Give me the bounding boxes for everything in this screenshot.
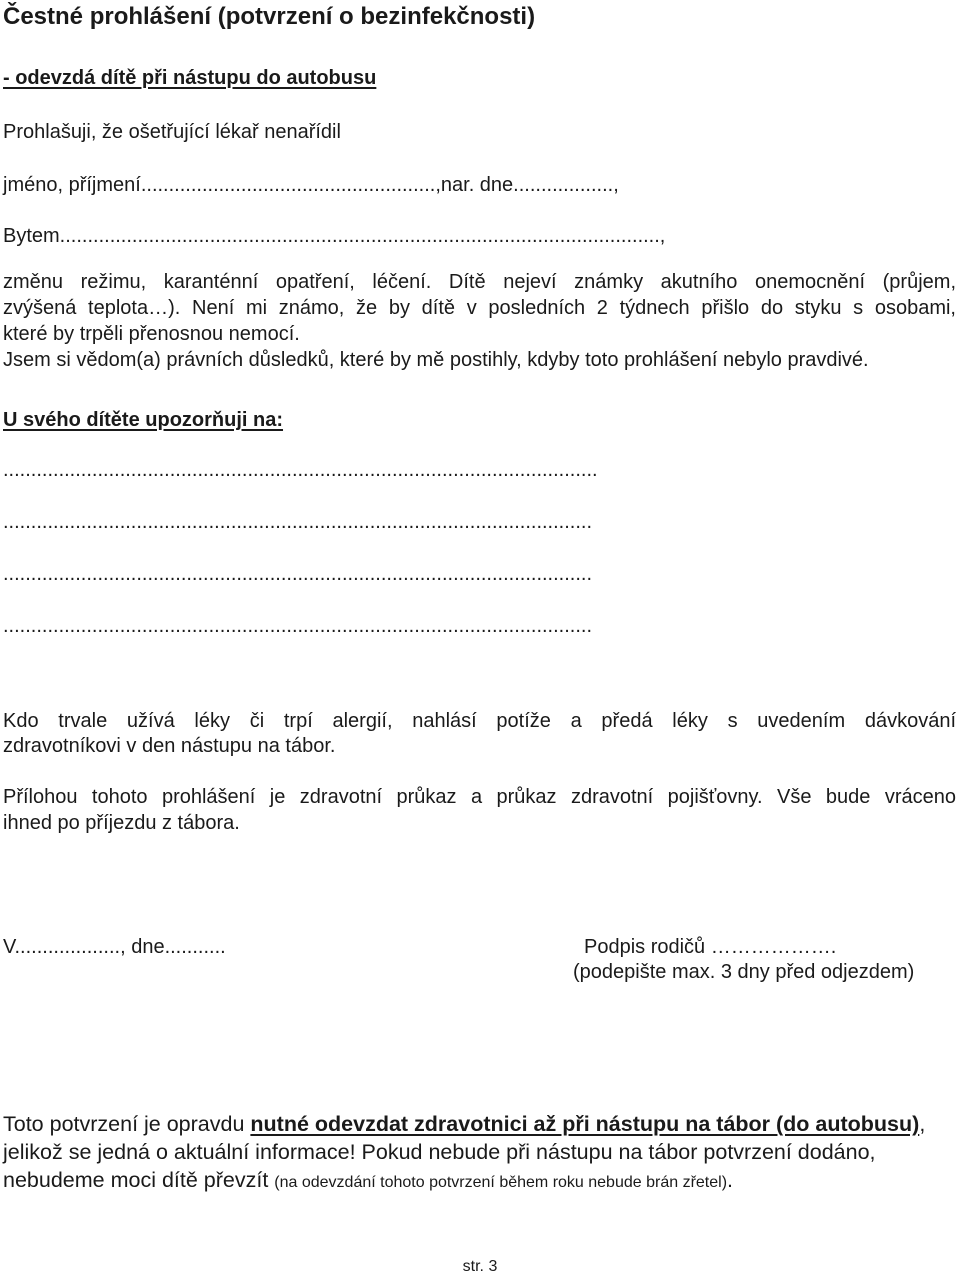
attachment-text-line-2: ihned po příjezdu z tábora. [3, 812, 240, 834]
declaration-text-line-3: které by trpěli přenosnou nemocí. [3, 323, 300, 345]
declaration-text-line-2: zvýšená teplota…). Není mi známo, že by dítě v posledních 2 týdnech přišlo do styku s osobami, [3, 297, 956, 319]
warning-dot-line-2[interactable]: .......................................................................................................... [3, 511, 593, 533]
address-field[interactable]: Bytem............................................................................................................, [3, 225, 666, 247]
place-date-field[interactable]: V..................., dne........... [3, 936, 226, 958]
page-title: Čestné prohlášení (potvrzení o bezinfekčnosti) [3, 3, 536, 30]
name-birthdate-field[interactable]: jméno, příjmení.....................................................,nar. dne.................., [3, 174, 619, 196]
medication-text-line-2: zdravotníkovi v den nástupu na tábor. [3, 735, 336, 757]
notice-emphasis: nutné odevzdat zdravotnici až při nástupu na tábor (do autobusu) [250, 1112, 920, 1136]
warning-heading: U svého dítěte upozorňuji na: [3, 409, 284, 431]
notice-small-note: (na odevzdání tohoto potvrzení během roku nebude brán zřetel) [274, 1174, 728, 1191]
page-number: str. 3 [462, 1258, 498, 1275]
declaration-text-line-1: změnu režimu, karanténní opatření, léčení. Dítě nejeví známky akutního onemocnění (průjem, [3, 271, 956, 293]
medication-text-line-1: Kdo trvale užívá léky či trpí alergií, nahlásí potíže a předá léky s uvedením dávkování [3, 710, 956, 732]
notice-part-3: , jelikož se jedná o aktuální informace! Pokud nebude při nástupu na tábor potvrzení dodáno, nebudeme moci dítě převzít [3, 1112, 926, 1192]
parents-signature-field[interactable]: Podpis rodičů ………………. [584, 936, 837, 958]
signature-note: (podepište max. 3 dny před odjezdem) [573, 961, 915, 983]
declaration-intro: Prohlašuji, že ošetřující lékař nenařídil [3, 121, 341, 143]
attachment-text-line-1: Přílohou tohoto prohlášení je zdravotní průkaz a průkaz zdravotní pojišťovny. Vše bude vráceno [3, 786, 956, 808]
page-subtitle: - odevzdá dítě při nástupu do autobusu [3, 67, 377, 89]
notice-period: . [727, 1168, 733, 1192]
final-notice [3, 1110, 933, 1197]
notice-part-1: Toto potvrzení je opravdu [3, 1112, 251, 1136]
warning-dot-line-1[interactable]: ........................................................................................................... [3, 459, 598, 481]
warning-dot-line-4[interactable]: .......................................................................................................... [3, 615, 593, 637]
declaration-text-line-4: Jsem si vědom(a) právních důsledků, které by mě postihly, kdyby toto prohlášení nebylo pravdivé. [3, 349, 869, 371]
warning-dot-line-3[interactable]: .......................................................................................................... [3, 563, 593, 585]
